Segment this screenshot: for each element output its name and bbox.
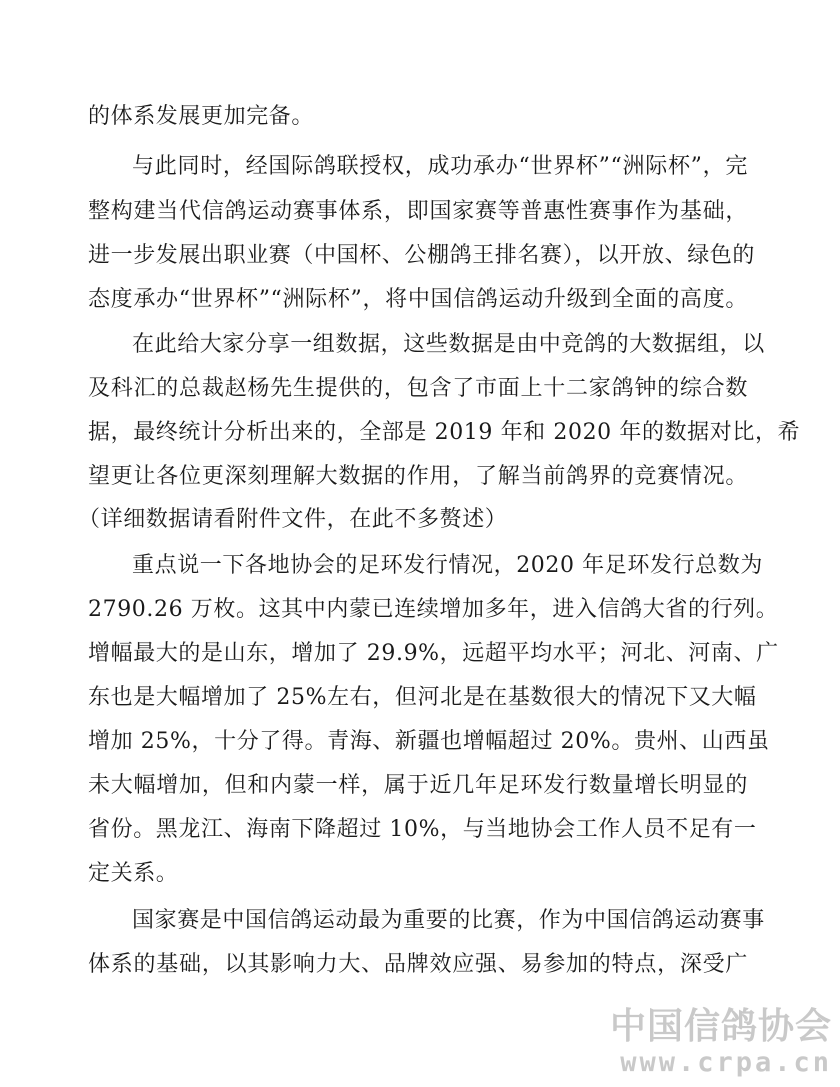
watermark-title: 中国信鸽协会	[609, 1006, 832, 1047]
watermark-url: www.crpa.cn	[620, 1047, 832, 1078]
text-line: 增加 25%，十分了得。青海、新疆也增幅超过 20%。贵州、山西虽	[88, 729, 770, 754]
text-line: 国家赛是中国信鸽运动最为重要的比赛，作为中国信鸽运动赛事	[132, 908, 765, 933]
text-line: 望更让各位更深刻理解大数据的作用，了解当前鸽界的竞赛情况。	[88, 464, 748, 489]
text-line: 态度承办“世界杯”“洲际杯”，将中国信鸽运动升级到全面的高度。	[88, 287, 748, 312]
text-line: 及科汇的总裁赵杨先生提供的，包含了市面上十二家鸽钟的综合数	[88, 376, 748, 401]
text-line: 东也是大幅增加了 25%左右，但河北是在基数很大的情况下又大幅	[88, 685, 757, 710]
text-line: 省份。黑龙江、海南下降超过 10%，与当地协会工作人员不足有一	[88, 817, 757, 842]
text-line: 整构建当代信鸽运动赛事体系，即国家赛等普惠性赛事作为基础，	[88, 199, 748, 224]
watermark	[610, 1007, 832, 1079]
text-line: 体系的基础，以其影响力大、品牌效应强、易参加的特点，深受广	[88, 952, 748, 977]
text-line: 在此给大家分享一组数据，这些数据是由中竞鸽的大数据组，以	[132, 332, 765, 357]
text-line: 进一步发展出职业赛（中国杯、公棚鸽王排名赛），以开放、绿色的	[88, 243, 756, 268]
text-line: 2790.26 万枚。这其中内蒙已连续增加多年，进入信鸽大省的行列。	[88, 597, 779, 622]
text-line: 的体系发展更加完备。	[88, 104, 315, 129]
text-line: 未大幅增加，但和内蒙一样，属于近几年足环发行数量增长明显的	[88, 773, 748, 798]
text-line: 重点说一下各地协会的足环发行情况，2020 年足环发行总数为	[132, 553, 763, 578]
text-line: 增幅最大的是山东，增加了 29.9%，远超平均水平；河北、河南、广	[88, 641, 779, 666]
text-line: 据，最终统计分析出来的，全部是 2019 年和 2020 年的数据对比，希	[88, 420, 801, 445]
text-line: （详细数据请看附件文件，在此不多赘述）	[78, 507, 508, 532]
text-line: 与此同时，经国际鸽联授权，成功承办“世界杯”“洲际杯”，完	[132, 154, 748, 179]
text-line: 定关系。	[88, 861, 179, 886]
